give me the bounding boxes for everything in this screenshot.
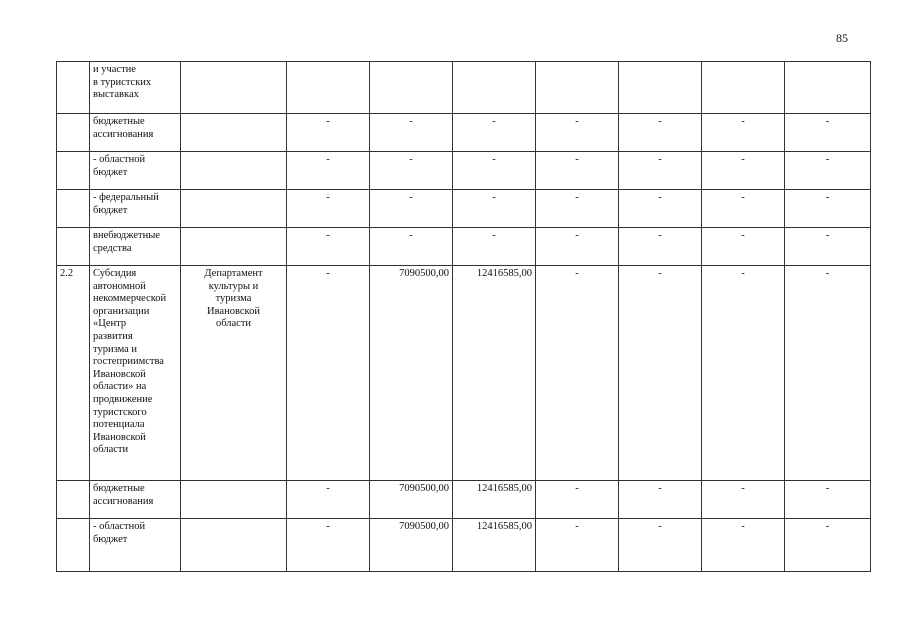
value-cell-year-5: - xyxy=(619,152,702,190)
executor-cell xyxy=(181,228,287,266)
item-name-cell: бюджетные ассигнования xyxy=(90,114,181,152)
value-cell-year-3: 12416585,00 xyxy=(453,266,536,481)
value-cell-year-2 xyxy=(370,62,453,114)
value-cell-year-5: - xyxy=(619,114,702,152)
value-cell-year-2: 7090500,00 xyxy=(370,519,453,572)
row-number-cell xyxy=(57,152,90,190)
value-cell-year-4: - xyxy=(536,266,619,481)
value-cell-year-3: - xyxy=(453,190,536,228)
value-cell-year-1: - xyxy=(287,228,370,266)
row-number-cell xyxy=(57,114,90,152)
table-row xyxy=(57,114,871,152)
value-cell-year-6: - xyxy=(702,519,785,572)
value-cell-year-3 xyxy=(453,62,536,114)
row-number-cell xyxy=(57,228,90,266)
value-cell-year-1: - xyxy=(287,190,370,228)
value-cell-year-5 xyxy=(619,62,702,114)
value-cell-year-7: - xyxy=(785,190,871,228)
value-cell-year-6: - xyxy=(702,266,785,481)
value-cell-year-2: - xyxy=(370,228,453,266)
value-cell-year-3: - xyxy=(453,228,536,266)
item-name-cell: - областной бюджет xyxy=(90,152,181,190)
table-row xyxy=(57,266,871,481)
item-name-cell: - федеральный бюджет xyxy=(90,190,181,228)
value-cell-year-4: - xyxy=(536,481,619,519)
item-name-cell: Субсидия автономной некоммерческой организации «Центр развития туризма и гостеприимства Ивановской области» на продвижение туристского потенциала Ивановской области xyxy=(90,266,181,481)
page-number: 85 xyxy=(836,31,848,45)
value-cell-year-6: - xyxy=(702,114,785,152)
item-name-cell: и участие в туристских выставках xyxy=(90,62,181,114)
table-row xyxy=(57,519,871,572)
item-name-cell: бюджетные ассигнования xyxy=(90,481,181,519)
value-cell-year-5: - xyxy=(619,228,702,266)
table-row xyxy=(57,190,871,228)
item-name-cell: - областной бюджет xyxy=(90,519,181,572)
table-row xyxy=(57,481,871,519)
executor-cell: Департамент культуры и туризма Ивановской области xyxy=(181,266,287,481)
value-cell-year-1: - xyxy=(287,266,370,481)
table-row xyxy=(57,152,871,190)
value-cell-year-4 xyxy=(536,62,619,114)
value-cell-year-4: - xyxy=(536,228,619,266)
executor-cell xyxy=(181,519,287,572)
value-cell-year-3: - xyxy=(453,152,536,190)
value-cell-year-2: 7090500,00 xyxy=(370,481,453,519)
value-cell-year-2: 7090500,00 xyxy=(370,266,453,481)
table-row xyxy=(57,228,871,266)
value-cell-year-7: - xyxy=(785,519,871,572)
value-cell-year-6: - xyxy=(702,481,785,519)
value-cell-year-7: - xyxy=(785,228,871,266)
executor-cell xyxy=(181,114,287,152)
executor-cell xyxy=(181,152,287,190)
value-cell-year-5: - xyxy=(619,190,702,228)
row-number-cell xyxy=(57,481,90,519)
value-cell-year-7 xyxy=(785,62,871,114)
row-number-cell xyxy=(57,190,90,228)
executor-cell xyxy=(181,190,287,228)
value-cell-year-4: - xyxy=(536,519,619,572)
value-cell-year-1: - xyxy=(287,481,370,519)
value-cell-year-4: - xyxy=(536,190,619,228)
value-cell-year-6: - xyxy=(702,228,785,266)
value-cell-year-6 xyxy=(702,62,785,114)
value-cell-year-7: - xyxy=(785,481,871,519)
row-number-cell xyxy=(57,62,90,114)
value-cell-year-6: - xyxy=(702,190,785,228)
value-cell-year-1: - xyxy=(287,152,370,190)
value-cell-year-7: - xyxy=(785,152,871,190)
row-number-cell xyxy=(57,519,90,572)
value-cell-year-1: - xyxy=(287,519,370,572)
executor-cell xyxy=(181,62,287,114)
value-cell-year-7: - xyxy=(785,266,871,481)
value-cell-year-5: - xyxy=(619,519,702,572)
value-cell-year-3: 12416585,00 xyxy=(453,519,536,572)
value-cell-year-6: - xyxy=(702,152,785,190)
value-cell-year-7: - xyxy=(785,114,871,152)
item-name-cell: внебюджетные средства xyxy=(90,228,181,266)
executor-cell xyxy=(181,481,287,519)
value-cell-year-2: - xyxy=(370,152,453,190)
value-cell-year-2: - xyxy=(370,114,453,152)
value-cell-year-3: 12416585,00 xyxy=(453,481,536,519)
row-number-cell: 2.2 xyxy=(57,266,90,481)
value-cell-year-3: - xyxy=(453,114,536,152)
value-cell-year-2: - xyxy=(370,190,453,228)
value-cell-year-5: - xyxy=(619,481,702,519)
value-cell-year-1: - xyxy=(287,114,370,152)
value-cell-year-1 xyxy=(287,62,370,114)
value-cell-year-4: - xyxy=(536,152,619,190)
table-row xyxy=(57,62,871,114)
value-cell-year-4: - xyxy=(536,114,619,152)
value-cell-year-5: - xyxy=(619,266,702,481)
budget-table xyxy=(56,61,871,572)
